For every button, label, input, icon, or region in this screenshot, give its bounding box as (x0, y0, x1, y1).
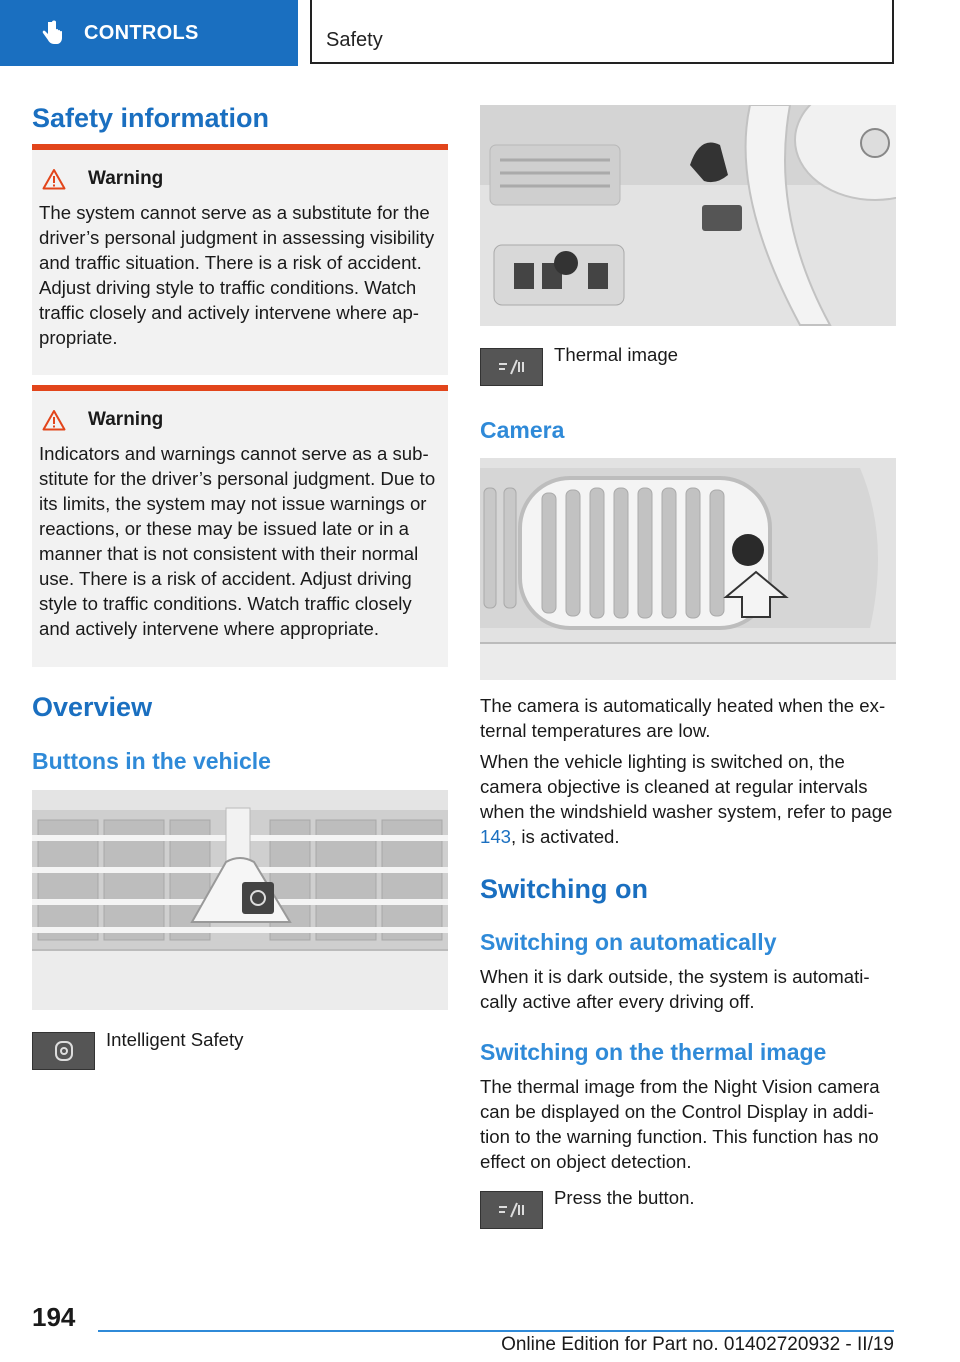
switching-on-automatically-text: When it is dark outside, the system is automatically active after every driving off. (480, 966, 870, 1012)
camera-location-illustration (480, 458, 896, 680)
switching-on-thermal-heading: Switching on the thermal image (480, 1039, 827, 1065)
camera-paragraph-2-end: , is activated. (511, 826, 620, 847)
camera-paragraph-2 (480, 749, 896, 849)
edition-footer: Online Edition for Part no. 01402720932 - II/19 (501, 1334, 894, 1355)
intelligent-safety-caption: Intelligent Safety (106, 1029, 244, 1050)
switching-on-heading: Switching on (480, 874, 648, 904)
section-header (310, 0, 894, 64)
camera-paragraph-1: The camera is automatically heated when the external temperatures are low. (480, 695, 886, 741)
section-label: Safety (326, 29, 383, 51)
page-number: 194 (32, 1302, 76, 1332)
button-location-illustration (32, 790, 448, 1010)
footer-divider (98, 1330, 894, 1332)
warning-title: Warning (88, 168, 164, 189)
warning-text: Indicators and warnings cannot serve as a substitute for the driver’s personal judgment. Due to its limits, the system may not issue warnings or reactions, or these may be issued late or in a manner that is not consistent with their normal use. There is a risk of accident. Adjust driving style to traffic conditions. Watch traffic closely and actively intervene where appropriate. (39, 443, 436, 639)
warning-triangle-icon (42, 409, 66, 431)
page-reference-link[interactable]: 143 (480, 826, 512, 847)
warning-triangle-icon (42, 168, 66, 190)
switching-on-automatically-heading: Switching on automatically (480, 929, 777, 955)
buttons-in-vehicle-heading: Buttons in the vehicle (32, 748, 271, 774)
camera-heading: Camera (480, 417, 565, 443)
night-vision-button-icon (480, 1191, 543, 1229)
switching-on-thermal-text: The thermal image from the Night Vision camera can be displayed on the Control Display in addition to the warning function. This function has no effect on object detection. (480, 1076, 880, 1172)
overview-heading: Overview (32, 692, 153, 722)
hand-pointer-icon (40, 20, 64, 46)
dashboard-illustration (480, 105, 896, 326)
safety-information-heading: Safety information (32, 103, 270, 133)
night-vision-icon (480, 348, 543, 386)
chapter-label: CONTROLS (84, 21, 199, 44)
warning-title: Warning (88, 409, 164, 430)
thermal-image-caption: Thermal image (554, 344, 679, 365)
intelligent-safety-icon (32, 1032, 95, 1070)
warning-box-2 (32, 385, 448, 667)
warning-text: The system cannot serve as a substitute for the driver’s personal judgment in assessing visibility and traffic situation. There is a risk of accident. Adjust driving style to traffic conditions. Watch traffic closely and actively intervene where appropriate. (39, 202, 435, 348)
press-button-caption: Press the button. (554, 1187, 695, 1208)
chapter-tab[interactable] (0, 0, 298, 66)
camera-paragraph-2-text: When the vehicle lighting is switched on, the camera objective is cleaned at regular intervals when the windshield washer system, refer to page (480, 751, 893, 822)
warning-box-1 (32, 144, 448, 375)
